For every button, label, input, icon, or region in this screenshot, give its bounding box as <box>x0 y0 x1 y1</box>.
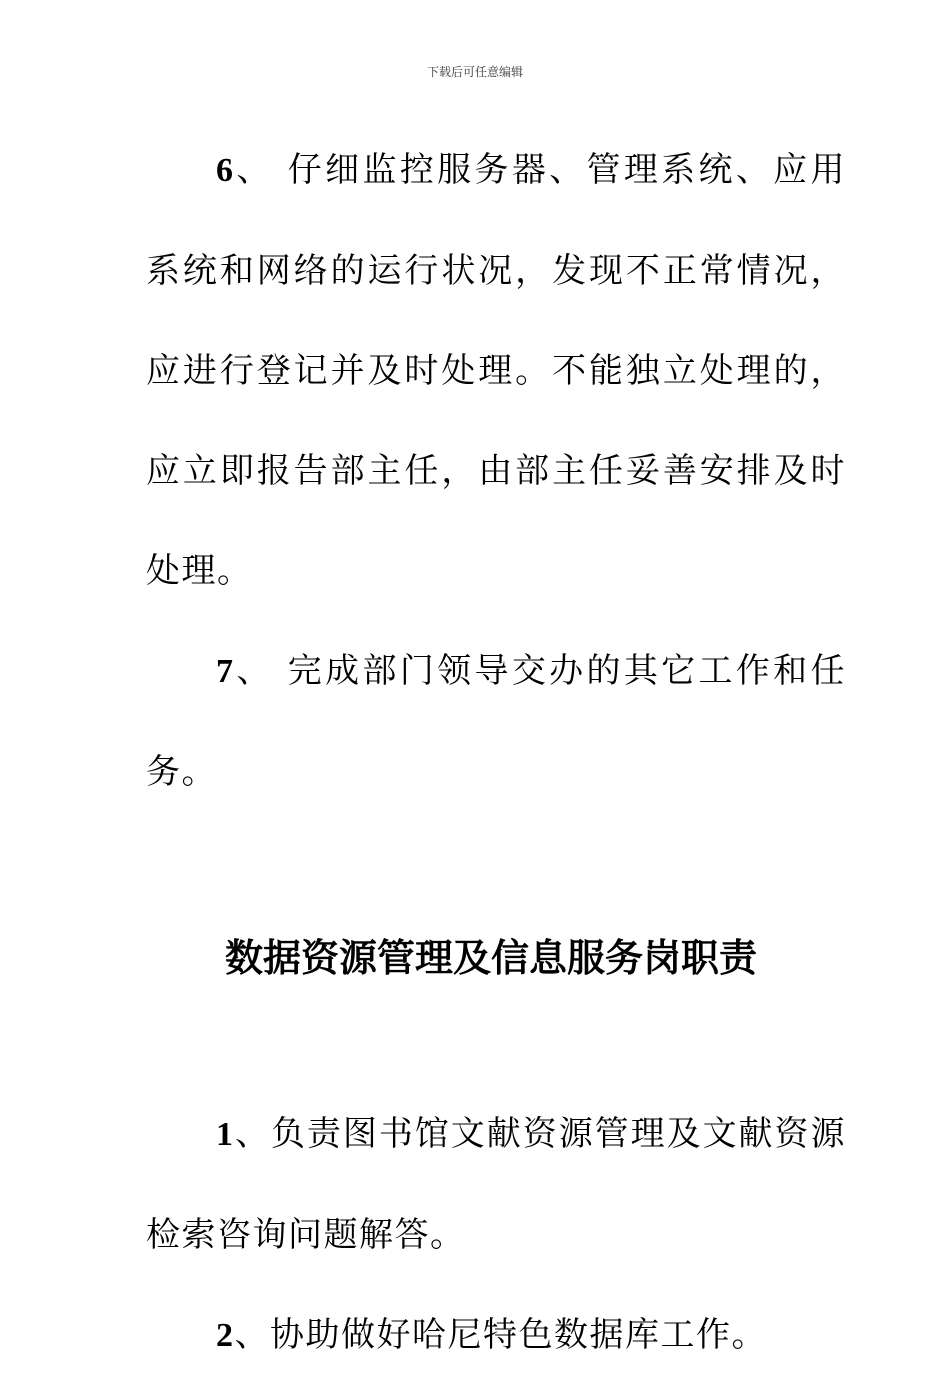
duty-item-6 <box>146 120 846 621</box>
section-title: 数据资源管理及信息服务岗职责 <box>224 936 757 980</box>
page-header: 下载后可任意编辑 <box>426 65 523 79</box>
document-body <box>146 120 846 1386</box>
item-number: 6 <box>216 152 235 189</box>
item-text: 、负责图书馆文献资源管理及文献资源检索咨询问题解答。 <box>146 1114 846 1255</box>
item-number: 1 <box>216 1116 235 1153</box>
spacer <box>146 988 846 1084</box>
item-text: 、 仔细监控服务器、管理系统、应用系统和网络的运行状况，发现不正常情况，应进行登记并及时处理。不能独立处理的，应立即报告部主任，由部主任妥善安排及时处理。 <box>146 150 846 591</box>
duty-item-2 <box>146 1285 846 1386</box>
item-text: 、协助做好哈尼特色数据库工作。 <box>234 1315 767 1355</box>
duty-item-1 <box>146 1084 846 1285</box>
item-number: 7 <box>216 653 235 690</box>
duty-item-7 <box>146 621 846 822</box>
item-number: 2 <box>216 1317 235 1354</box>
item-text: 、 完成部门领导交办的其它工作和任务。 <box>146 651 846 792</box>
spacer <box>146 822 846 928</box>
